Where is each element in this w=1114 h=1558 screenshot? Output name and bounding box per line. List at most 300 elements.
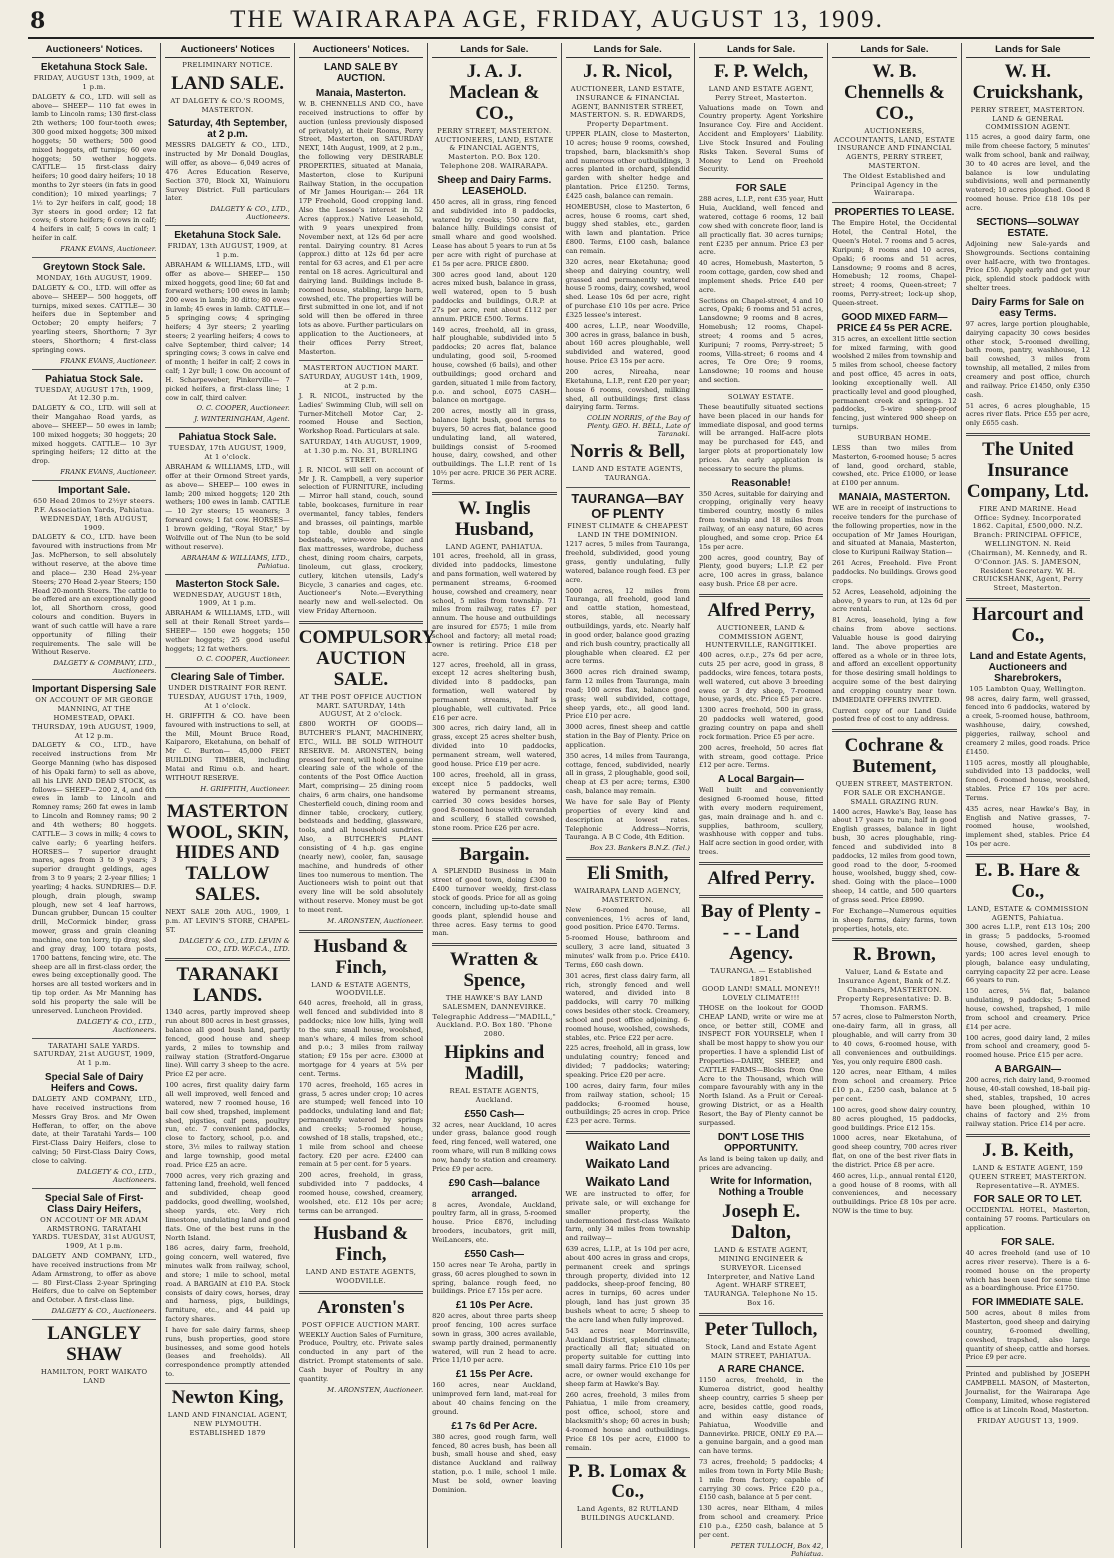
ad-text: 261 Acres, Freehold. Five Front paddocks. No buildings. Grows good crops.	[832, 559, 957, 585]
column-3	[295, 43, 436, 1548]
divider	[32, 369, 156, 370]
advertiser-name: Eli Smith,	[587, 863, 669, 885]
ad-text: 7000 acres, very rich grazing and fattening land, freehold, well fenced and subdivided, cheap good paddocks, good dwelling, woolshed, sheep yards, etc. Very rich limestone, undulating land and good flats. One of the best runs in the North Island.	[165, 1171, 290, 1242]
ad-text: 1217 acres, 5 miles from Tauranga, freehold, subdivided, good young grass, gently undulating, fully watered, balance rough feed. £3 per acre.	[565, 540, 690, 584]
ad-text: Printed and published by JOSEPH CAMPBELL MASON, of Masterton, Journalist, for the Wairarapa Age Company, Limited, whose registered office is at Lincoln Road, Masterton.	[965, 1370, 1090, 1414]
ad-text: 320 acres, near Eketahuna; good sheep and dairying country, well grassed and permanently watered house 5 rooms, dairy, cowshed, wool shed. Lease 10s 6d per acre, right of purchase £10 10s per acre. Price £325 lessee's interest.	[565, 257, 690, 319]
double-divider	[966, 598, 1090, 601]
ad-text: Current copy of our Land Guide posted free of cost to any address.	[832, 706, 957, 724]
ad-text: 1400 acres, Hawke's Bay, lease has about 17 years to run; half in good English grasses, balance in light bush, 30 acres ploughable, ring-fenced and subdivided into 8 paddocks, 12 miles from good town, good road to the door, 5-roomed house, woolshed, buggy shed, cow-shed. Going with the place—1000 sheep, 14 cattle, and 500 quarters of grass seed. Price £8990.	[832, 807, 957, 905]
ad-text: 200 acres, rich dairy land, 9-roomed house, 40-stall cowshed, 18-bail pig-shed, stables, trapshed, 10 acres have been ploughed, within 10 chains of factory and 2½ from railway station. Price £14 per acre.	[965, 1076, 1090, 1129]
signature: DALGETY & CO., LTD. LEVIN & CO., LTD. W.F.C.A., LTD.	[178, 936, 290, 953]
sub-heading: 650 Head 20mos to 2½yr steers. P.F. Association Yards, Pahiatua. WEDNESDAY, 18th AUGUST, 1909.	[33, 497, 156, 532]
column-5	[562, 43, 695, 1548]
double-divider	[566, 857, 690, 860]
ad-text: ABRAHAM & WILLIAMS, LTD., will offer as above— SHEEP— 150 mixed hoggets, good line; 60 fat and forward wethers; 100 ewes in lamb; 200 ewes in lamb; 30 ditto; 80 ewes in lamb; 45 ewes in lamb. CATTLE— 5 springing cows; 4 springing heifers; 4 3yr steers; 2 yearling steers; 2 yearling heifers; 4 cows to calve September, third calver; 14 springing cows; 3 cows in calve end of month; 1 heifer in calf; 2 cows in calf; 1 2yr bull; 1 cow. On account of H. Scharpeweber, Pinkerville— 7 picked heifers, a first-class line; 1 cow in calf, third calver.	[165, 260, 290, 402]
ad-text: 130 acres, near Eltham, 4 miles from school and creamery. Price £10 p.a., £250 cash, balance at 5 per cent.	[698, 1504, 824, 1539]
ad-text: 460 acres, l.i.p., annual rental £120, a good house of 8 rooms, with all conveniences, and necessary outbuildings. Price £8 10s per acre. NOW is the time to buy.	[832, 1171, 957, 1216]
ad-text: Valuations made on Town and Country property. Agent Yorkshire Insurance Coy. Fire and Accident. Accident and Employers' Liability. Live Stock Insured and Fouling Risks Taken. Several Sums of Money to Lend on Freehold Security.	[698, 103, 824, 174]
ad-text: 101 acres, freehold, all in grass, divided into paddocks, limestone and pans formation, well watered by permanent streams, 6-roomed house, cowshed and creamery, near school, 5 miles from township. 71 miles from railway, rates £7 per annum. The house and outbuildings are insured for £575; 1 mile from school and factory; all metal road; owner is retiring. Price £18 per acre.	[432, 552, 557, 658]
sub-heading: PERRY STREET, MASTERTON. LAND & GENERAL COMMISSION AGENT.	[970, 105, 1085, 132]
ad-text: 100 acres, good dairy land, 2 miles from school and creamery, good 5-roomed house. Price £15 per acre.	[965, 1033, 1090, 1060]
ad-text: DALGETY & CO., LTD. will offer as above— SHEEP— 500 hoggets, off turnips, mixed sexes. CATTLE— 30 heifers due in September and October; 20 empty heifers; 7 yearling steers, Shorthorn; 7 3yr steers, Shorthorn; 4 first-class springing cows.	[32, 283, 157, 354]
sub-heading: MONDAY, 16th AUGUST, 1909.	[36, 274, 153, 282]
advertiser-name: P. B. Lomax & Co.,	[568, 1460, 688, 1503]
ad-text: 1340 acres, partly improved sheep run about 800 acres in best grasses, balance all good bush land, partly fenced, good house and sheep yards, 2 miles to township and railway station (Stratford-Ongarue line). Will carry 3 sheep to the acre. Price £2 per acre.	[165, 1008, 290, 1079]
divider	[566, 1457, 690, 1458]
signature: FRANK EVANS, Auctioneer.	[60, 468, 157, 477]
ad-text: 200 acres, Nireaha, near Eketahuna, L.I.P., rent £20 per year; house 6 rooms, cowshed, milking shed, all outbuildings; first class dairying farm. Terms.	[565, 367, 690, 412]
divider	[299, 360, 423, 361]
section-heading: £1 15s Per Acre.	[455, 1369, 533, 1381]
ad-text: DALGETY & CO., LTD. will sell as above— SHEEP— 110 fat ewes in lamb to Lincoln rams; 130 first-class 2th wethers; 100 four-tooth ewes; 300 good mixed hoggets; 300 mixed hoggets; 50 wethers; 500 good mixed hoggets, off turnips; 60 ewe hoggets; 50 wether hoggets. CATTLE— 15 first-class dairy heifers; 10 good dairy heifers; 10 18 months to 2yr steers (in fats in good condition); 10 mixed yearlings; 7 1½ to 2yr heifers in calf, good; 18 3yr steers in good order; 12 fat cows; 6 store heifers; 6 cows in calf; 4 heifers in calf; 5 cows in calf; 1 heifer in calf.	[32, 92, 157, 243]
ad-text: 820 acres, about three parts sheep proof fencing, 100 acres surface sown in grass, 300 acres available, swamp partly drained, permanently watered, will run 2 head to acre. Price 11/10 per acre.	[432, 1312, 557, 1365]
section-heading: £90 Cash—balance arranged.	[448, 1177, 540, 1200]
signature: H. GRIFFITH, Auctioneer.	[200, 784, 290, 793]
advertiser-name: Aronsten's	[317, 1296, 405, 1318]
double-divider	[832, 938, 956, 941]
ad-text: 288 acres, L.I.P., rent £35 year, Hutt Huia, Auckland, well fenced and watered, cottage 6 rooms, 12 bail cow shed with concrete floor, land is all practically flat. 30 acres turnips; rent £235 per annum. Price £3 per acre.	[698, 195, 824, 257]
sub-heading: WAIRARAPA LAND AGENCY, MASTERTON.	[574, 887, 682, 904]
signature: M. ARONSTEN, Auctioneer.	[327, 916, 424, 925]
signature: O. C. COOPER, Auctioneer.	[196, 655, 290, 664]
section-heading: £550 Cash—	[464, 1108, 525, 1120]
ad-text: 1150 acres, freehold, in the Kumeroa district, good healthy sheep country, carries 5 sheep per acre, besides cattle, good roads, and within easy distance of Pahiatua, Woodville and Dannevirke. PRICE, ONLY £9 P.A.—a genuine bargain, and a good man can have terms.	[698, 1376, 824, 1456]
section-heading: MANAIA, MASTERTON.	[838, 492, 951, 504]
ad-text: 3000 acres, finest sheep and cattle station in the Bay of Plenty. Price on application.	[565, 723, 690, 749]
advertiser-name: F. P. Welch,	[714, 61, 808, 82]
section-heading: DON'T LOSE THIS OPPORTUNITY.	[717, 1131, 805, 1154]
sub-heading: 105 Lambton Quay, Wellington.	[969, 684, 1087, 693]
column-header: Auctioneers' Notices	[165, 43, 289, 58]
signature: DALGETY & CO., LTD., Auctioneers.	[76, 1167, 157, 1184]
advertiser-name: MASTERTON WOOL, SKIN, HIDES AND TALLOW SALES.	[166, 800, 289, 906]
ad-text: WE are instructed to offer, for private sale, or will exchange for smaller property, the undermentioned first-class Waikato farm, only 34 miles from township and railway—	[565, 1190, 690, 1243]
ad-text: 149 acres, freehold, all in grass, half ploughable, subdivided into 5 paddocks; 20 acres flat, balance undulating, good soil, 5-roomed house, cowshed (6 bails), and other outbuildings; good orchard and garden, situated 1 mile from factory, p.o. and school, £075 CASH—balance on mortgage.	[432, 325, 557, 405]
signature: ABRAHAM & WILLIAMS, LTD., Pahiatua.	[181, 553, 290, 570]
ad-text: 400 acres, o.r.p., 27s 6d per acre, cuts 25 per acre, good in grass, 8 paddocks, wire fences, totara posts, well watered, cut above 3 breeding ewes or 3 dry sheep, 7-roomed house, yards, etc. Price £5 per acre.	[698, 651, 824, 704]
ad-text: 186 acres, dairy farm, freehold, going concern, well watered, five minutes walk from railway, school, and store; 1 mile to school, metal road. A BARGAIN at £10 P.A. Stock consists of dairy cows, horses, dray and harness, pigs, buildings, furniture, etc., and 44 paid up factory shares.	[165, 1244, 290, 1324]
sub-heading: MASTERTON AUCTION MART. SATURDAY, AUGUST 14th, 1909, at 2 p.m.	[299, 364, 423, 391]
ad-text: 200 acres, mostly all in grass, balance light bush, good terms to buyers, 50 acres flat, balance good undulating land, all watered, buildings consist of 5-roomed house, dairy, cowshed, and other outbuildings. The L.I.P. rent of 1s 10½ per acre. PRICE 36 PER ACRE. Terms.	[432, 407, 557, 486]
double-divider	[566, 1131, 690, 1134]
sub-heading: ON ACCOUNT OF MR ADAM ARMSTRONG. TARATAHI YARDS. TUESDAY, 31st AUGUST, 1909, At 1 p.m.	[32, 1215, 156, 1251]
advertiser-name: J. B. Keith,	[982, 1140, 1074, 1162]
section-heading: Dairy Farms for Sale on easy Terms.	[971, 296, 1084, 319]
column-header: Auctioneers' Notices.	[299, 43, 423, 58]
sub-heading: LAND & ESTATE AGENT, MINING ENGINEER & SURVEYOR. Licensed Interpreter, and Native Land Agent. WHARF STREET, TAURANGA. Telephone No 15. Box 16.	[704, 1246, 818, 1308]
section-heading: Reasonable!	[731, 477, 791, 489]
sub-heading: LAND AGENT, PAHIATUA.	[445, 542, 544, 551]
double-divider	[966, 854, 1090, 857]
signature: Box 23. Bankers B.N.Z. (Tel.)	[589, 844, 690, 853]
column-header: Lands for Sale.	[566, 43, 690, 58]
sub-heading: LAND AND FINANCIAL AGENT, NEW PLYMOUTH. ESTABLISHED 1879	[167, 1410, 288, 1437]
signature: J. WINTERINGHAM, Agent.	[194, 415, 290, 424]
section-heading: Waikato Land	[585, 1156, 670, 1172]
section-heading: Sheep and Dairy Farms. LEASEHOLD.	[437, 174, 552, 197]
ad-text: 5000 acres, 12 miles from Tauranga, all freehold, good land and cattle station, homestead, stores, stable, all necessary outbuildings, yards, etc. Nearly half in good order, balance good grazing and rich bush country, practically all ploughable when cleared. £2 per acre terms.	[565, 586, 690, 666]
section-heading: Manaia, Masterton.	[315, 88, 406, 99]
signature: DALGETY & CO., LTD., Auctioneers.	[210, 205, 290, 222]
ad-text: DALGETY & CO., LTD. have been favoured with instructions from Mr Jas. McPherson, to sell absolutely without reserve, at the above time and place— 230 Head 2¼-year Steers; 270 Head 2-year Steers; 150 Head 20-month Steers. The cattle to be offered are an exceptionally good lot, all Shorthorn cross, good colours and condition. Buyers in want of such cattle will have a rare opportunity of filling their requirements. The sale will be Without Reserve.	[32, 533, 157, 657]
divider	[966, 1366, 1090, 1367]
sub-heading: Stock, Land and Estate Agent MAIN STREET, PAHIATUA.	[705, 1342, 817, 1360]
ad-text: 160 acres, near Auckland, unimproved fern land, mat-real for about 40 chains fencing on the ground.	[432, 1381, 557, 1416]
ad-text: 100 acres, good show dairy country, 80 acres ploughed, 15 paddocks, good buildings. Price £12 15s.	[832, 1105, 957, 1132]
ad-text: 1000 acres, near Eketahuna, of good sheep country, 700 acres river flat, on one of the best river flats in the district. Price £8 per acre.	[832, 1134, 957, 1169]
ad-text: 170 acres, freehold, 165 acres in grass, 5 acres under crop; 10 acres are stumped; well fenced into 10 paddocks, undulating land and flat; permanently watered by springs and creeks; 5-roomed house, cowshed of 18 stalls, trapshed, etc.; 1 mile from school and cheese factory. £20 per acre. £2400 can remain at 5 per cent. for 5 years.	[298, 1080, 424, 1169]
double-divider	[966, 1134, 1090, 1137]
ad-text: £800 WORTH OF GOODS—BUTCHER'S PLANT, MACHINERY, ETC., WILL BE SOLD WITHOUT RESERVE. M. ARONSTEN, being pressed for rent, will hold a genuine clearing sale of the whole of the contents of the Post Office Auction Mart, comprising— 25 dining room chairs, 6 arm chairs, one handsome Chesterfield couch, dining room and dinner table, crockery, cutlery, bedsteads and bedding, glassware, tools, and all household sundries. Also, a BUTCHER'S PLANT consisting of 4 h.p. gas engine (nearly new), cooler, fan, sausage machine, and hundreds of other lines too numerous to mention. The Auctioneers wish to point out that every line will be sold absolutely without reserve. Money must be got to meet rent.	[298, 720, 424, 914]
double-divider	[432, 838, 556, 841]
divider	[299, 1219, 423, 1220]
ad-text: 200 acres, freehold, in grass, subdivided into 7 paddocks, 4 roomed house, cowshed, creamery, woolshed, etc. £12 10s per acre; terms can be arranged.	[298, 1171, 424, 1215]
sub-heading: LAND AND ESTATE AGENT, Perry Street, Masterton.	[708, 84, 814, 102]
ad-text: DALGETY & CO., LTD., have received instructions from Mr George Manning (who has disposed of his Opaki farm) to sell as above, all his LIVE AND DEAD STOCK, as follows— SHEEP— 200 2, 4, and 6th ewes in lamb to Lincoln and Romney rams; 260 fat ewes in lamb to Lincoln and Romney rams; 90 2 and 4th wethers; 80 hoggets. CATTLE— 3 cows in milk; 4 cows to calve early; 6 yearling heifers. HORSES— 7 superior draught mares, ages from 3 to 9 years; 3 superior draught geldings, ages from 3 to 9 years; 2 2-year fillies; 1 yearling; 4 hacks. SUNDRIES— D.F. plough, drain plough, swamp plough, new set 4 leaf harrows, Duncan grubber, Duncan 15 coulter drill, McCormick binder, grass mower, grass and grain cleaning machine, one ton lorry, tip dray, sled and gray dray, 100 totara posts, 1700 battens, fencing wire, etc. The sheep are all in first-class order, the ewes being exceptionally good. The horses are all tested workers and in tip top order. As Mr Manning has sold his property the sale will be unreserved. Luncheon Provided.	[32, 741, 157, 1015]
ad-text: 97 acres, large portion ploughable, dairying capacity 30 cows besides other stock, 5-roomed dwelling, bath room, pantry, washhouse, 12 bail cowshed, 3 miles from township, all metalled, 2 miles from creamery and post office, church and railway. Price £1450, only £350 cash.	[965, 319, 1090, 399]
divider	[699, 178, 823, 179]
ad-text: 260 acres, freehold, 3 miles from Pahiatua, 1 mile from creamery, post office, school, store and blacksmith's shop; 60 acres in bush; 4-roomed house and outbuildings. Price £8 10s per acre, £1000 to remain.	[565, 1390, 690, 1452]
sub-heading: TUESDAY, AUGUST 17th, 1909, At 12.30 p.m.	[34, 385, 154, 403]
ad-text: 225 acres, freehold, all in grass, low undulating country; fenced and divided; 7 paddocks; watering; speaking. Price £20 per acre.	[565, 1044, 690, 1079]
divider	[165, 574, 289, 575]
section-heading: Write for Information, Nothing a Trouble	[710, 1176, 812, 1199]
ad-text: LESS than two miles from Masterton, 6-roomed house; 5 acres of land, good orchard, stable, cowshed, etc. Price £1000, or lease at £100 per annum.	[832, 443, 957, 488]
sub-heading: HAMILTON, PORT WAIKATO LAND	[40, 1367, 148, 1385]
ad-text: 73 acres, freehold; 5 paddocks; 4 miles from town in Forty Mile Bush; 1 mile from factory; capable of carrying 30 cows. Price £20 p.a., £150 cash, balance at 5 per cent.	[698, 1458, 824, 1502]
ad-text: The Empire Hotel, the Occidental Hotel, the Central Hotel, the Queen's Hotel. 7 rooms and 5 acres, Kuripuni; 8 rooms and 10 acres, Opaki; 6 rooms and 51 acres, Lansdowne; 9 rooms and 8 acres, Homebush; 12 rooms, Chapel-street; 4 rooms, Queen-street; 7 rooms, Perry-street; lock-up shop, Queen-street.	[832, 219, 957, 307]
section-heading: £550 Cash—	[464, 1248, 525, 1260]
ad-text: 315 acres, an excellent little section for mixed farming, with good woolshed 2 miles from township and 5 miles from school, cheese factory and post office, 45 acres in oats, looking exceptionally well. All practically level and good ploughed, permanent creek and springs. 12 paddocks, 5-wire sheep-proof fencing, just wintered 900 sheep on turnips.	[832, 334, 957, 432]
ad-text: 5-roomed House, bathroom and scullery, 3 acre land, situated 3 minutes' walk from p.o. Price £410. Terms, £60 cash down.	[565, 934, 690, 969]
masthead-rule	[28, 37, 1094, 39]
ad-text: DALGETY AND COMPANY, LTD., have received instructions from Mr Adam Armstrong, to offer as above— 80 First-Class 2-year Springing Heifers, due to calve on September and October. A first-class line.	[32, 1252, 157, 1305]
ad-text: J. R. NICOL, instructed by the Ladies' Swimming Club, will sell on Turner-Mitchell Motor Car, 2-roomed House and Section, Workshop Road. Particulars at sale.	[298, 391, 424, 436]
divider	[32, 1188, 156, 1189]
ad-text: 435 acres, near Hawke's Bay, in English and Native grasses, 7-roomed house, woolshed, implement shed, stables. Price £4 10s per acre.	[965, 804, 1090, 849]
sub-heading: LAND & ESTATE AGENTS, WOODVILLE.	[311, 980, 411, 998]
advertiser-name: Harcourt and Co.,	[972, 604, 1084, 646]
ad-text: These beautifully situated sections have been placed in our hands for immediate disposal, and good terms will be arranged. Half-acre plots may be purchased for £45, and larger plots at proportionately low prices. An early application is necessary to secure the plums.	[698, 402, 824, 473]
ad-text: Well built and conveniently designed 6-roomed house, fitted with every modern requirement, gas, main drainage and h. and c. supplies, bathroom, scullery, washhouse with copper and tubs. Half acre section in good order, with trees.	[698, 786, 824, 857]
ad-text: 32 acres, near Auckland, 10 acres under grass, balance good rough feed, ring fenced, well watered, one room whare, will run 8 milking cows now, handy to station and creamery. Price £9 per acre.	[432, 1120, 557, 1173]
divider	[699, 389, 823, 390]
ad-text: 640 acres, freehold, all in grass, well fenced and subdivided into 8 paddocks; nice low hills, lying well to the sun; small house, woolshed, man's whare, 4 miles from school and p.o.; 3 miles from railway station; £9 15s per acre. £3000 at mortgage for 4 years at 5¼ per cent. Terms.	[298, 999, 424, 1078]
section-heading: Special Sale of Dairy Heifers and Cows.	[44, 1072, 144, 1095]
sub-heading: LAND, ESTATE & COMMISSION AGENTS, Pahiatua.	[967, 904, 1089, 922]
ad-text: 200 acres, good country, Bay of Plenty, good buyers; L.I.P. £2 per acre, 100 acres in grass, balance easy bush. Price £8 per acre.	[698, 553, 824, 589]
advertiser-name: Newton King,	[171, 1387, 284, 1408]
ad-text: 200 acres, freehold, 50 acres flat with stream, good cottage. Price £12 per acre. Terms.	[698, 743, 824, 770]
ad-text: 127 acres, freehold, all in grass, except 12 acres sheltering bush, divided into 8 paddocks, pan formation, well watered by permanent streams, half is ploughable, well cultivated. Price £16 per acre.	[432, 660, 557, 722]
ad-text: 8 acres, Avondale, Auckland, poultry farm, all in grass, 5-roomed house. Price £876, including brooders, incubators, grit mill, WeiLancers, etc.	[432, 1200, 557, 1245]
ad-text: 300 acres good land, about 120 acres mixed bush, balance in grass, well watered, open to 5 bush paddocks and buildings, O.R.P. at 27s per acre, rent about £112 per annum. PRICE £500. Terms.	[432, 270, 557, 323]
divider	[165, 667, 289, 668]
section-heading: FOR SALE OR TO LET.	[973, 1194, 1082, 1206]
ad-text: 380 acres, good rough farm, well fenced, 80 acres bush, has been all bush, small house and shed, easy distance Auckland and railway station, p.o. 1 mile, school 1 mile. Must be sold, owner leaving Dominion.	[432, 1432, 557, 1494]
sub-heading: AUCTIONEER, LAND ESTATE, INSURANCE & FINANCIAL AGENT, BANNISTER STREET, MASTERTON. S. R. EDWARDS, Property Department.	[569, 84, 686, 129]
ad-text: As land is being taken up daily, and prices are advancing.	[698, 1154, 824, 1172]
ad-text: 400 acres, L.I.P., near Woodville, 300 acres in grass, balance in bush, about 160 acres ploughable, well subdivided and watered, good house. Price £3 15s per acre.	[565, 321, 690, 366]
signature: FRANK EVANS, Auctioneer.	[60, 356, 157, 365]
section-heading: FOR SALE.	[1001, 1237, 1055, 1249]
advertiser-name: Wratten & Spence,	[449, 949, 539, 992]
section-heading: PROPERTIES TO LEASE.	[834, 207, 955, 219]
signature: M. ARONSTEN, Auctioneer.	[327, 1385, 424, 1394]
double-divider	[165, 958, 289, 961]
section-heading: TAURANGA—BAY OF PLENTY	[571, 490, 685, 521]
ad-text: NEXT SALE 20th AUG., 1909, 1 p.m. AT LEVIN'S STORE, CHAPEL-ST.	[165, 908, 290, 934]
advertiser-name: Bay of Plenty - - - - Land Agency.	[701, 900, 821, 964]
section-heading: A RARE CHANCE.	[717, 1364, 805, 1376]
divider	[32, 257, 156, 258]
sub-heading: AT DALGETY & CO.'S ROOMS, MASTERTON.	[170, 96, 285, 114]
ad-text: I have for sale dairy farms, sheep runs, bush properties, good store businesses, and some good hotels (leases and freeholds). All correspondence promptly attended to.	[165, 1325, 290, 1379]
column-1	[28, 43, 161, 1548]
advertiser-name: R. Brown,	[853, 944, 936, 966]
section-heading: Saturday, 4th September, at 2 p.m.	[167, 118, 288, 141]
ad-text: 100 acres, dairy farm, four miles from railway station, school; 15 paddocks; 6-roomed house, outbuildings; 25 acres in crop. Price £23 per acre. Terms.	[565, 1081, 690, 1126]
newspaper-title: THE WAIRARAPA AGE, FRIDAY, AUGUST 13, 1909.	[230, 6, 884, 33]
divider	[32, 480, 156, 481]
advertiser-name: Joseph E. Dalton,	[721, 1201, 801, 1244]
advertiser-name: LANGLEY SHAW	[47, 1323, 142, 1366]
ad-text: H. GRIFFITH & CO. have been favoured with instructions to sell, at the Mill, Mount Bruce Road, Kaiparoro, Eketahuna, on behalf of Mr C. Burton— 45,000 FEET BUILDING TIMBER, including Matai and Rimu o.b. and heart. WITHOUT RESERVE.	[165, 711, 290, 782]
sub-heading: REAL ESTATE AGENTS, Auckland.	[449, 1086, 540, 1104]
divider	[165, 1383, 289, 1384]
sub-heading: Land Agents, 82 RUTLAND BUILDINGS AUCKLAND.	[576, 1505, 679, 1523]
ad-text: 350 acres, 14 miles from Tauranga, cottage, fenced, subdivided, nearly all in grass, 2 ploughable, good soil, cheap at £3 per acre; terms, £300 cash, balance may remain.	[565, 751, 690, 796]
advertiser-name: LAND SALE.	[171, 72, 285, 94]
column-4	[428, 43, 561, 1548]
sub-heading: QUEEN STREET, MASTERTON. FOR SALE OR EXCHANGE. SMALL GRAZING RUN.	[835, 780, 954, 806]
sub-heading: THE HAWKE'S BAY LAND SALESMEN, DANNEVIRKE.	[442, 994, 547, 1011]
column-header: Lands for Sale	[966, 43, 1090, 58]
divider	[165, 797, 289, 798]
ad-text: UPPER PLAIN, close to Masterton, 10 acres; house 9 rooms, cowshed, trapshed, barn, blacksmith's shop and numerous other outbuildings, 3 acres planted in orchard, splendid garden with shelter hedge and plantation. Price £1250. Terms, £425 cash, balance can remain.	[565, 130, 690, 200]
sub-heading: UNDER DISTRAINT FOR RENT. TUESDAY, AUGUST 17th, 1909, At 1 o'clock.	[168, 684, 287, 711]
section-heading: A BARGAIN—	[994, 1064, 1061, 1076]
advertiser-name: W. H. Cruickshank,	[972, 61, 1083, 103]
sub-heading: ON ACCOUNT OF MR GEORGE MANNING, AT THE HOMESTEAD, OPAKI. THURSDAY, 19th AUGUST, 1909, At 12 p.m.	[32, 696, 157, 740]
ad-text: 150 acres near Te Aroha, partly in grass, 60 acres ploughed to sown in spring, balance rough feed, no buildings. Price £7 15s per acre.	[432, 1260, 557, 1296]
ad-text: We have for sale Bay of Plenty properties of every kind and description at lowest rates. Telephonic Address—Norris, Tauranga. A B C Code, 4th Edition.	[565, 798, 690, 842]
column-header: Lands for Sale.	[832, 43, 956, 58]
double-divider	[299, 930, 423, 933]
section-heading: Masterton Stock Sale.	[175, 578, 280, 590]
ad-text: WE are in receipt of instructions to receive tenders for the purchase of the following properties, now in the occupation of Mr James Hourigan, and situated at Manaia, Masterton, close to Kuripuni Railway Station—	[832, 504, 957, 557]
sub-heading: SOLWAY ESTATE.	[727, 393, 795, 402]
sub-heading: Valuer, Land & Estate and Insurance Agent, Bank of N.Z. Chambers, MASTERTON. Property Representative: D. B. Thomson. FARMS.	[837, 968, 952, 1012]
section-heading: GOOD MIXED FARM—PRICE £4 5s PER ACRE.	[836, 311, 953, 334]
section-heading: £1 7s 6d Per Acre.	[451, 1420, 538, 1432]
ad-text: 98 acres, dairy farm, well grassed, fenced into 6 paddocks, watered by a creek, 5-roomed house, bathroom, washhouse, dairy, cowshed, piggeries, railway, school and creamery 2 miles, good roads. Price £1450.	[965, 694, 1090, 756]
double-divider	[299, 1291, 423, 1294]
section-heading: A Local Bargain—	[718, 774, 804, 786]
advertiser-name: Cochrane & Butement,	[844, 735, 945, 778]
double-divider	[432, 943, 556, 946]
advertiser-name: Alfred Perry.	[707, 867, 815, 889]
double-divider	[966, 433, 1090, 436]
divider	[165, 427, 289, 428]
advertiser-name: Husband & Finch,	[313, 935, 409, 978]
sub-heading: SATURDAY, 14th AUGUST, 1909, at 1.30 p.m. No. 31, BURLING STREET.	[299, 438, 423, 464]
ad-text: MESSRS DALGETY & CO., LTD., instructed by Mr Donald Douglas, will offer, as above— 6,049 acres of 476 Acres Education Reserve, Section 370, Block XI, Wainuioru Survey District. Full particulars later.	[165, 141, 290, 203]
double-divider	[299, 621, 423, 624]
sub-heading: AUCTIONEERS, ACCOUNTANTS, LAND, ESTATE INSURANCE AND FINANCIAL AGENTS, PERRY STREET, MASTERTON.	[833, 126, 955, 170]
ad-text: OCCIDENTAL HOTEL, Masterton, containing 57 rooms. Particulars on application.	[965, 1206, 1090, 1233]
sub-heading: GOOD LAND! SMALL MONEY!! LOVELY CLIMATE!!!	[701, 985, 821, 1003]
ad-text: 40 acres, Homebush, Masterton, 5 room cottage, garden, cow shed and implement sheds. Price £40 per acre.	[698, 259, 824, 294]
signature: O. C. COOPER, Auctioneer.	[196, 404, 290, 413]
column-2	[161, 43, 294, 1548]
section-heading: Greytown Stock Sale.	[43, 262, 146, 273]
divider	[566, 487, 690, 488]
ad-text: 300 acres L.I.P., rent £13 10s; 200 in grass; 5 paddocks, 5-roomed house, cowshed, garden, sheep yards; 100 acres level enough to plough, balance easy undulating, carrying capacity 22 per acre. Lease 66 years to run.	[965, 923, 1090, 985]
sub-heading: The Oldest Established and Principal Agency in the Wairarapa.	[843, 171, 946, 198]
column-header: Lands for Sale.	[432, 43, 556, 58]
sub-heading: WEDNESDAY, AUGUST 18th, 1909, At 1 p.m.	[173, 590, 283, 608]
section-heading: Important Sale.	[58, 485, 131, 497]
ad-text: ABRAHAM & WILLIAMS, LTD., will offer at their Ormond Street yards, as above— SHEEP— 100 ewes in lamb; 200 mixed hoggets; 120 2th wethers; 100 ewes in lamb. CATTLE— 10 2yr steers; 15 weaners; 3 forward cows; 1 fat cow. HORSES— 1 brown gelding, "Royal Star," by Wolfville out of The Nun (to be sold without reserve).	[165, 463, 290, 551]
column-header: Auctioneers' Notices.	[32, 43, 156, 58]
divider	[32, 1319, 156, 1320]
section-heading: SECTIONS—SOLWAY ESTATE.	[976, 216, 1080, 239]
column-8	[962, 43, 1094, 1548]
ad-text: 81 Acres, leasehold, lying a few chains from above sections. Valuable house is good dairying land. The above properties are offered as a whole or in three lots, and afford an excellent opportunity for those desiring small holdings to acquire some of the best dairying and cropping country near town. IMMEDIATE OFFERS INVITED.	[832, 616, 957, 704]
section-heading: Eketahuna Stock Sale.	[174, 230, 281, 242]
advertiser-name: TARANAKI LANDS.	[176, 963, 279, 1006]
ad-text: 100 acres, freehold, all in grass, except nice 5 paddocks, well watered by permanent streams, carried 30 cows besides horses, good 8-roomed house with verandah and scullery, 6 stalled cowshed, stone room. Price £26 per acre.	[432, 770, 557, 832]
ad-text: 350 Acres, suitable for dairying and cropping, originally very heavy timbered country, mostly 6 miles from township and 18 miles from railway, of an easy nature, 60 acres ploughed, and some crop. Price £4 15s per acre.	[698, 489, 824, 551]
section-heading: £1 10s Per Acre.	[455, 1300, 533, 1312]
advertiser-name: Hipkins and Madill,	[444, 1042, 545, 1085]
columns-container	[28, 43, 1094, 1558]
advertiser-name: E. B. Hare & Co.,	[974, 859, 1081, 902]
column-7	[828, 43, 961, 1548]
section-heading: FOR IMMEDIATE SALE.	[972, 1297, 1084, 1309]
double-divider	[832, 729, 956, 732]
sub-heading: FRIDAY AUGUST 13, 1909.	[976, 1416, 1079, 1425]
ad-text: 57 acres, close to Palmerston North, one-dairy farm, all in grass, all ploughable, and will carry from 30 to 40 cows, 6-roomed house, with all conveniences and outbuildings. Yes, you only require £800 cash.	[832, 1013, 957, 1066]
sub-heading: FINEST CLIMATE & CHEAPEST LAND IN THE DOMINION.	[567, 521, 689, 539]
ad-text: Sections on Chapel-street, 4 and 10 acres, Opaki; 6 rooms and 51 acres, Lansdowne; 9 rooms and 8 acres, Homebush; 12 rooms, Chapel-street; 4 rooms and 5 acres, Kuripuni; 7 rooms, Perry-street; 5 rooms, Villa-street; 6 rooms and 4 acres, Te Ore Ore; 9 rooms, Lansdowne; 10 rooms and house and section.	[698, 296, 824, 385]
double-divider	[699, 594, 823, 597]
masthead	[0, 0, 1114, 40]
advertiser-name: Husband & Finch,	[313, 1223, 409, 1266]
advertiser-name: Norris & Bell,	[570, 441, 685, 463]
sub-heading: LAND AND ESTATE AGENTS, TAURANGA.	[572, 465, 684, 482]
page-number: 8	[30, 8, 46, 34]
advertiser-name: J. R. Nicol,	[583, 61, 673, 82]
double-divider	[699, 1313, 823, 1316]
ad-text: 52 Acres, Leasehold, adjoining the above, 9 years to run, at 12s 6d per acre rental.	[832, 587, 957, 614]
ad-text: A SPLENDID Business in Main street of good town, doing £300 to £400 turnover weekly, first-class stock of goods. Price for all as going concern, including up-to-date small goods plant, splendid house and three acres. Easy terms to good man.	[432, 867, 557, 938]
advertiser-name: W. B. Chennells & CO.,	[844, 61, 945, 124]
advertiser-name: Bargain.	[459, 843, 530, 865]
double-divider	[699, 862, 823, 865]
section-heading: LAND SALE BY AUCTION.	[323, 62, 398, 84]
double-divider	[432, 492, 556, 495]
sub-heading: TAURANGA. — Established 1891.	[710, 966, 812, 984]
sub-heading: PERRY STREET, MASTERTON. AUCTIONEERS, LAND, ESTATE & FINANCIAL AGENTS, Masterton. P.O. Box 120. Telephone 208. WAIRARAPA.	[435, 126, 554, 170]
advertiser-name: Peter Tulloch,	[704, 1318, 818, 1340]
signature: DALGETY & CO., LTD., Auctioneers.	[76, 1017, 157, 1034]
ad-text: 1105 acres, mostly all ploughable, subdivided into 13 paddocks, well fenced, 6-roomed house, woolshed, stables. Price £7 10s per acre. Terms.	[965, 758, 1090, 802]
ad-text: 120 acres, near Eltham, 4 miles from school and creamery. Price £10 p.a., £250 cash, balance at 5 per cent.	[832, 1068, 957, 1104]
divider	[165, 225, 289, 226]
section-heading: FOR SALE	[735, 183, 787, 195]
sub-heading: LAND & ESTATE AGENT, 159 QUEEN STREET, MASTERTON. Representative—R. AYMES.	[969, 1164, 1087, 1190]
sub-heading: TUESDAY, 17th AUGUST, 1909, At 1 o'clock.	[168, 444, 287, 462]
sub-heading: PRELIMINARY NOTICE.	[182, 61, 273, 69]
double-divider	[699, 895, 823, 898]
sub-heading: FIRE AND MARINE. Head Office: Sydney. Incorporated 1862. Capital, £500,000. N.Z. Branch: PRINCIPAL OFFICE, WELLINGTON. N. Reid (Chairman), M. Kennedy, and R. O'Connor. JAS. S. JAMESON, Resident Secretary. W. H. CRUICKSHANK, Agent, Perry Street, Masterton.	[968, 504, 1088, 593]
sub-heading: Telegraphic Address—"MADILL," Auckland. P.O. Box 180. 'Phone 2080.	[432, 1012, 557, 1039]
ad-text: ABRAHAM & WILLIAMS, LTD., will sell at their Renall Street yards— SHEEP— 150 ewe hoggets; 150 wether hoggets; 25 good useful hoggets; 12 fat wethers.	[165, 609, 290, 653]
ad-text: 40 acres freehold (and use of 10 acres river reserve). There is a 6-roomed house on the property which has been used for some time as a boardinghouse. Price £1750.	[965, 1249, 1090, 1293]
ad-text: DALGETY AND COMPANY, LTD., have received instructions from Messrs Gray Bros. and Mr Owen Hefferan, to offer, on the above date, at their Taratahi Yards— 100 First-Class Dairy Heifers, close to calving; 50 First-Class Dairy Cows, close to calving.	[32, 1095, 157, 1165]
ad-text: HOMEBUSH, close to Masterton, 6 acres, house 6 rooms, cart shed, buggy shed stables, etc., garden with lawn and plantation. Price £800. Terms, £100 cash, balance can remain.	[565, 202, 690, 255]
ad-text: New 6-roomed house, all conveniences, 1½ acres of land, good position. Price £470. Terms.	[565, 905, 690, 932]
divider	[32, 1038, 156, 1039]
ad-text: 300 acres, rich dairy land, all in grass, except 25 acres shelter bush, divided into 10 paddocks, permanent stream, well watered, good house. Price £19 per acre.	[432, 724, 557, 768]
section-heading: Pahiatua Stock Sale.	[45, 373, 144, 385]
divider	[832, 202, 956, 203]
signature: PETER TULLOCH, Box 42, Pahiatua.	[730, 1541, 824, 1558]
ad-text: 543 acres near Morrinsville, Auckland District, splendid climate; practically all flat; situated on property suitable for cutting into small dairy farms. Price £10 10s per acre, or owner would exchange for sheep farm at Hawke's Bay.	[565, 1326, 690, 1388]
section-heading: Waikato Land	[585, 1174, 670, 1190]
ad-text: 150 acres, 5¼ flat, balance undulating, 9 paddocks; 5-roomed house, cowshed, trapshed, 1 mile from school and creamery. Price £14 per acre.	[965, 987, 1090, 1031]
ad-text: J. R. NICOL will sell on account of Mr J. R. Campbell, a very superior selection of FURNITURE, including— Mirror hall stand, couch, sound table, bookcases, furniture in rear overmantel, fancy tables, fenders and brasses, oil paintings, marble top table, double and single bedsteads, wire-wove kapoc and flax mattresses, wardrobe, duchess chest, dining room chairs, carpets, linoleum, cut glass, crockery, cutlery, kitchen utensils, Lady's Bicycle, 3 canaries and cages, etc. Auctioneer's Note.—Everything nearly new and well-selected. On view Friday Afternoon.	[298, 465, 424, 616]
ad-text: THOSE on the lookout for GOOD CHEAP LAND, write or wire me at once, or better still, COME and INSPECT FOR YOURSELF, when I shall be most happy to show you our properties. I have a splendid List of Properties—DAIRY, SHEEP, and CATTLE FARMS—Blocks from One Acre to the Thousand, which will compare favourably with any in the North Island. As a Fruit or Cereal-growing District, or as a Health Resort, the Bay of Plenty cannot be surpassed.	[698, 1003, 824, 1127]
advertiser-name: W. Inglis Husband,	[454, 497, 534, 540]
section-heading: Waikato Land	[585, 1138, 670, 1154]
column-header: Lands for Sale.	[699, 43, 823, 58]
sub-heading: LAND AND ESTATE AGENTS, WOODVILLE.	[305, 1268, 417, 1286]
sub-heading: AT THE POST OFFICE AUCTION MART. SATURDAY, 14th AUGUST, At 2 o'clock.	[299, 692, 423, 719]
ad-text: Adjoining new Sale-yards and Showgrounds. Sections containing over half-acre, with two frontages. Price £50. Apply early and get your pick, splendid stock paddock with shelter trees.	[965, 239, 1090, 293]
signature: FRANK EVANS, Auctioneer.	[60, 245, 157, 253]
ad-text: 639 acres, L.I.P., at 1s 10d per acre, about 400 acres in grass and crops, permanent creek and springs through property, divided into 12 paddocks, sheep-proof fencing, 80 acres in turnips, 60 acres under plough, land has just grown 35 bushels wheat to acre; 5 sheep to the acre land when fully improved.	[565, 1245, 690, 1324]
advertiser-name: Alfred Perry,	[707, 599, 815, 621]
ad-text: 450 acres, all in grass, ring fenced and subdivided into 8 paddocks, watered by creeks; 550 acre flat, balance hilly. Buildings consist of small whare and good woolshed. Lease has about 5 years to run at 5s per acre with right of purchase at £1 5s per acre. PRICE £800.	[432, 197, 557, 268]
ad-text: 500 acres, about 8 miles from Masterton, good sheep and dairying country, 6-roomed dwelling, cowshed, trapshed, also large quantity of sheep, cattle and horses. Price £9 per acre.	[965, 1309, 1090, 1362]
sub-heading: FRIDAY, 13th AUGUST, 1909, at 1 p.m.	[167, 242, 288, 260]
section-heading: Important Dispersing Sale	[32, 684, 157, 696]
advertiser-name: COMPULSORY AUCTION SALE.	[298, 627, 436, 690]
ad-text: For Exchange—Numerous equities in sheep farms, dairy farms, town properties, hotels, etc.	[832, 906, 957, 933]
sub-heading: POST OFFICE AUCTION MART.	[301, 1320, 421, 1329]
ad-text: W. B. CHENNELLS AND CO., have received instructions to offer by auction (unless previously disposed of privately), at their Rooms, Perry Street, Masterton, on SATURDAY NEXT, 14th August, 1909, at 2 p.m., the following very DESIRABLE PROPERTIES, situated at Manaia, Masterton, close to Kuripuni Railway Station, in the occupation of Mr James Hourigan:— 264 1R 17P Freehold, Good cropping land. Also the Lessee's interest in 52 Acres (approx.) Native Leasehold, with 9 years unexpired from November next, at 12s 6d per acre rental. Dairying country. 81 Acres (approx.) ditto at 12s 6d per acre rental for 63 acres, and £1 per acre rental on 18 acres. Agricultural and dairying land. Buildings include 8-roomed house, stabling, large barn, cowshed, etc. The properties will be first submitted in one lot, and if not sold will then be offered in three lots as above. Further particulars on application to the Auctioneers, at their offices Perry Street, Masterton.	[298, 100, 424, 356]
ad-text: 51 acres, 6 acres ploughable, 15 acres river flats. Price £55 per acre, only £655 cash.	[965, 401, 1090, 428]
ad-text: WEEKLY Auction Sales of Furniture, Produce, Poultry, etc. Private sales conducted in any part of the district. Prompt statements of sale. Cash buyer of Poultry in any quantity.	[298, 1330, 424, 1383]
advertiser-name: J. A. J. Maclean & CO.,	[449, 61, 540, 124]
ad-text: 3600 acres rich drained swamp, farm 12 miles from Tauranga, main road; 100 acres flax, balance good grass; well subdivided, cottage, sheep yards, etc., all good land. Price £10 per acre.	[565, 668, 690, 721]
ad-text: DALGETY & CO., LTD. will sell at their Mangahao Road yards, as above— SHEEP— 50 ewes in lamb; 100 mixed hoggets; 30 hoggets; 20 mixed hoggets. CATTLE— 10 3yr springing heifers; 12 ditto at the drop.	[32, 404, 157, 466]
section-heading: Special Sale of First-Class Dairy Heifers,	[45, 1192, 144, 1215]
signature: DALGETY & COMPANY, LTD., Auctioneers.	[53, 659, 157, 676]
divider	[32, 679, 156, 680]
column-6	[695, 43, 828, 1558]
section-heading: Clearing Sale of Timber.	[170, 672, 285, 684]
section-heading: Eketahuna Stock Sale.	[40, 62, 148, 73]
sub-heading: FRIDAY, AUGUST 13th, 1909, at 1 p.m.	[33, 74, 155, 91]
section-heading: Land and Estate Agents, Auctioneers and Sharebrokers,	[969, 650, 1086, 684]
sub-heading: AUCTIONEER, LAND & COMMISSION AGENT, HUNTERVILLE, RANGITIKEI.	[705, 623, 817, 650]
ad-text: 301 acres, first class dairy farm, all rich, strongly fenced and well watered, and divided into 8 paddocks, will carry 70 milking cows besides other stock. Creamery, school and post office adjoining. 6-roomed house, woolshed, cowsheds, stables, etc. Price £22 per acre.	[565, 971, 690, 1042]
